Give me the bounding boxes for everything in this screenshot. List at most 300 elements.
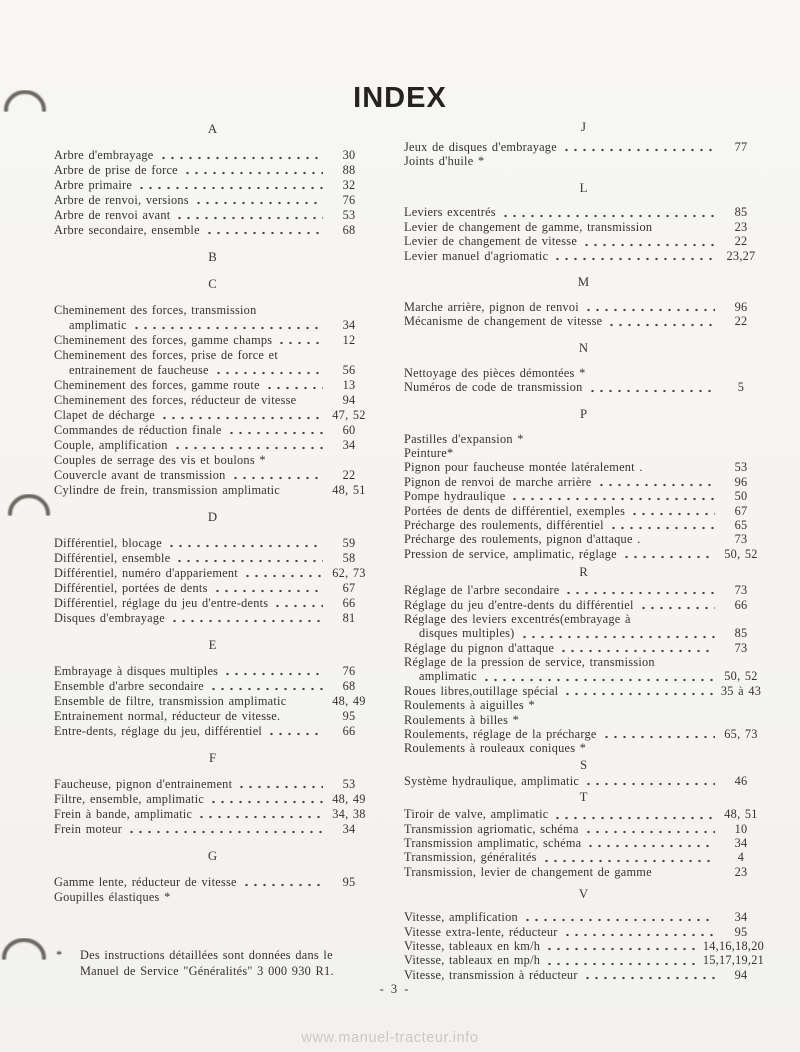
index-entry [404,583,764,597]
index-entry [404,315,764,329]
entry-label: Couvercle avant de transmission [54,468,226,482]
entry-page-number: 53 [342,208,356,222]
entry-label: Frein à bande, amplimatic [54,807,193,821]
index-entry [54,536,372,551]
leader-dots [194,193,323,208]
leader-dots [209,679,323,694]
entry-label: Vitesse, tableaux en km/h [404,938,541,953]
leader-dots [542,851,715,865]
entry-page-number: 48, 49 [332,694,366,708]
index-entry [404,713,764,727]
leader-dots [127,822,323,837]
page-title: INDEX [353,82,447,114]
entry-label: Réglage du jeu d'entre-dents du différentiel [404,597,634,612]
leader-gap [301,393,323,408]
section-header-D: D [207,510,219,524]
section-header-S: S [579,758,589,773]
entry-label: Mécanisme de changement de vitesse [404,314,603,329]
entry-label: Levier de changement de vitesse [404,234,578,249]
entry-label: Portées de dents de différentiel, exemples [404,503,626,518]
entry-page-number: 66 [342,596,356,610]
index-entry [404,808,764,822]
entry-label: amplimatic [69,318,127,332]
leader-dots [553,249,715,263]
entry-page-number: 65, 73 [724,727,758,742]
entry-page-number: 58 [342,551,356,565]
entry-page-number: 95 [342,709,356,723]
leader-dots [501,206,715,220]
leader-dots [132,318,323,333]
section-header-T: T [579,789,589,804]
index-entry [404,598,764,612]
entry-label: Réglage de l'arbre secondaire [404,583,560,598]
index-entry [404,670,764,684]
entry-label: Commandes de réduction finale [54,423,222,437]
section-header-E: E [208,638,218,652]
entry-label: Réglage du pignon d'attaque [404,640,555,655]
footnote-line2: Manuel de Service "Généralités" 3 000 930 R1. [80,963,334,978]
leader-dots [586,836,715,850]
entry-label: Couples de serrage des vis et boulons * [54,453,266,467]
entry-page-number: 50, 52 [724,669,758,684]
section-header-B: B [208,250,218,264]
leader-dots [510,489,715,503]
entry-label: Différentiel, réglage du jeu d'entre-dents [54,596,269,610]
entry-page-number: 96 [734,474,748,489]
entry-label: Leviers excentrés [404,205,496,220]
leader-dots [622,547,715,561]
index-entry [54,438,372,453]
index-entry [54,423,372,438]
index-entry [404,641,764,655]
index-entry [404,851,764,865]
entry-label: Goupilles élastiques * [54,890,171,904]
leader-gap [657,220,715,234]
leader-dots [243,566,323,581]
section-header-R: R [579,565,589,580]
entry-page-number: 5 [737,380,745,395]
entry-label: Gamme lente, réducteur de vitesse [54,875,237,889]
leader-dots [583,968,715,982]
entry-page-number: 34, 38 [332,807,366,821]
index-entry [54,566,372,581]
leader-dots [197,807,323,822]
index-entry [404,235,764,249]
entry-label: Transmission, généralités [404,850,537,865]
entry-page-number: 34 [342,438,356,452]
index-entry [54,792,372,807]
page-number: - 3 - [379,982,411,996]
entry-page-number: 50, 52 [724,546,758,561]
section-header-C: C [208,277,218,291]
entry-page-number: 65 [734,517,748,532]
index-entry [404,727,764,741]
leader-dots [563,925,715,939]
section-header-A: A [207,122,219,136]
index-entry [404,220,764,234]
index-entry [54,208,372,223]
leader-dots [523,910,715,924]
index-entry [404,699,764,713]
index-entry [54,890,372,905]
index-entry [404,518,764,532]
entry-label: entrainement de faucheuse [69,363,209,377]
entry-label: Embrayage à disques multiples [54,664,219,678]
index-entry [404,206,764,220]
index-entry [404,627,764,641]
entry-label: Entre-dents, réglage du jeu, différentiel [54,724,263,738]
leader-gap [660,655,715,669]
entry-page-number: 22 [734,314,748,329]
index-entry [54,223,372,238]
leader-dots [607,315,715,329]
entry-label: Frein moteur [54,822,123,836]
index-entry [404,547,764,561]
leader-dots [267,724,323,739]
index-entry [404,910,764,924]
entry-label: Cheminement des forces, réducteur de vitesse [54,393,297,407]
entry-page-number: 34 [342,318,356,332]
leader-gap [657,865,715,879]
entry-page-number: 34 [734,835,748,850]
leader-gap [590,366,715,380]
entry-label: Levier de changement de gamme, transmission [404,219,653,234]
index-column-left [54,122,372,905]
entry-label: Roulements à rouleaux coniques * [404,741,587,756]
leader-gap [529,432,715,446]
index-entry [404,822,764,836]
footnote [56,948,386,979]
index-entry [404,612,764,626]
leader-dots [159,148,323,163]
entry-label: Ensemble d'arbre secondaire [54,679,204,693]
entry-label: Vitesse, amplification [404,910,518,925]
entry-label: Pastilles d'expansion * [404,431,524,446]
index-entry [404,968,764,982]
leader-dots [205,223,323,238]
leader-dots [137,178,323,193]
entry-page-number: 94 [734,967,748,982]
footnote-text [80,948,334,979]
index-entry [54,453,372,468]
entry-page-number: 67 [342,581,356,595]
section-header-V: V [578,887,590,902]
leader-gap [591,742,715,756]
index-entry [404,684,764,698]
leader-dots [482,670,715,684]
section-header-P: P [579,406,589,421]
entry-page-number: 30 [342,148,356,162]
index-entry [404,446,764,460]
index-entry [54,694,372,709]
index-entry [54,596,372,611]
index-entry [54,148,372,163]
leader-gap [646,533,715,547]
index-entry [54,178,372,193]
leader-gap [285,709,323,724]
index-entry [404,939,764,953]
index-entry [404,432,764,446]
leader-gap [271,453,323,468]
entry-label: Pression de service, amplimatic, réglage [404,546,617,561]
entry-page-number: 56 [342,363,356,377]
entry-page-number: 4 [737,850,745,865]
entry-page-number: 23,27 [726,248,756,263]
leader-dots [170,611,323,626]
leader-dots [609,518,715,532]
entry-page-number: 60 [342,423,356,437]
entry-label: Levier manuel d'agriomatic [404,248,549,263]
entry-label: Filtre, ensemble, amplimatic [54,792,205,806]
entry-page-number: 32 [342,178,356,192]
entry-label: Vitesse, transmission à réducteur [404,967,578,982]
entry-page-number: 73 [734,640,748,655]
entry-label: Précharge des roulements, pignon d'attaque . [404,532,641,547]
leader-dots [597,475,715,489]
index-entry [54,875,372,890]
entry-page-number: 85 [734,626,748,641]
leader-dots [167,536,323,551]
entry-label: Réglage de la pression de service, transmission [404,655,655,670]
index-entry [54,679,372,694]
entry-label: Pignon pour faucheuse montée latéralement . [404,460,643,475]
index-entry [54,378,372,393]
index-entry [404,742,764,756]
entry-label: Ensemble de filtre, transmission amplimatic [54,694,287,708]
index-entry [404,533,764,547]
index-entry [54,348,372,363]
index-entry [404,954,764,968]
entry-label: Disques d'embrayage [54,611,165,625]
entry-page-number: 13 [342,378,356,392]
section-header-N: N [578,341,590,356]
entry-label: Transmission amplimatic, schéma [404,835,582,850]
entry-page-number: 23 [734,864,748,879]
leader-gap [648,461,715,475]
entry-page-number: 66 [734,597,748,612]
entry-label: Numéros de code de transmission [404,380,583,395]
entry-label: Faucheuse, pignon d'entrainement [54,777,233,791]
index-entry [404,655,764,669]
leader-gap [283,348,323,363]
leader-dots [564,583,715,597]
entry-page-number: 95 [342,875,356,889]
index-entry [54,163,372,178]
entry-label: Transmission agriomatic, schéma [404,821,579,836]
leader-dots [242,875,323,890]
entry-page-number: 47, 52 [332,408,366,422]
leader-dots [520,627,715,641]
entry-label: Cheminement des forces, transmission [54,303,257,317]
entry-label: Vitesse, tableaux en mp/h [404,953,541,968]
entry-label: Jeux de disques d'embrayage [404,139,557,154]
index-entry [54,822,372,837]
entry-label: Roulements, réglage de la précharge [404,727,597,742]
section-header-L: L [579,180,589,195]
entry-page-number: 23 [734,219,748,234]
leader-gap [636,612,715,626]
index-entry [54,581,372,596]
leader-dots [265,378,323,393]
leader-dots [545,954,700,968]
entry-page-number: 22 [342,468,356,482]
leader-dots [630,504,715,518]
index-entry [404,865,764,879]
entry-label: Différentiel, portées de dents [54,581,208,595]
index-entry [54,724,372,739]
entry-label: Entrainement normal, réducteur de vitesse. [54,709,281,723]
leader-dots [563,684,715,698]
entry-label: Différentiel, numéro d'appariement [54,566,238,580]
index-entry [54,363,372,378]
entry-label: Précharge des roulements, différentiel [404,517,604,532]
entry-page-number: 48, 51 [724,807,758,822]
index-entry [54,303,372,318]
leader-dots [584,300,715,314]
entry-page-number: 96 [734,300,748,315]
entry-label: Arbre de renvoi avant [54,208,171,222]
leader-dots [639,598,715,612]
index-entry [404,504,764,518]
index-entry [404,461,764,475]
leader-dots [584,822,715,836]
entry-label: Arbre primaire [54,178,133,192]
entry-page-number: 34 [734,910,748,925]
section-header-G: G [207,849,219,863]
entry-label: amplimatic [419,669,477,684]
leader-dots [553,808,715,822]
entry-page-number: 88 [342,163,356,177]
entry-label: Pignon de renvoi de marche arrière [404,474,592,489]
entry-page-number: 76 [342,664,356,678]
leader-dots [273,596,323,611]
index-entry [54,664,372,679]
entry-page-number: 48, 49 [332,792,366,806]
entry-page-number: 94 [342,393,356,407]
leader-dots [213,581,323,596]
entry-label: Cheminement des forces, gamme champs [54,333,273,347]
leader-dots [277,333,323,348]
entry-label: Cylindre de frein, transmission amplimatic [54,483,281,497]
entry-label: Système hydraulique, amplimatic [404,773,580,788]
leader-dots [209,792,323,807]
entry-label: Roulements à billes * [404,712,520,727]
leader-dots [214,363,323,378]
index-column-right [404,120,764,982]
entry-label: Marche arrière, pignon de renvoi [404,300,579,315]
entry-label: Peinture* [404,446,454,460]
entry-label: Nettoyage des pièces démontées * [404,365,586,380]
entry-page-number: 59 [342,536,356,550]
leader-dots [227,423,323,438]
entry-page-number: 95 [734,924,748,939]
leader-gap [489,154,715,168]
leader-gap [291,694,323,709]
entry-label: Réglage des leviers excentrés(embrayage à [404,611,631,626]
leader-dots [545,939,700,953]
entry-page-number: 22 [734,234,748,249]
entry-label: Différentiel, blocage [54,536,162,550]
entry-page-number: 77 [734,139,748,154]
index-entry [54,468,372,483]
index-entry [54,709,372,724]
entry-page-number: 73 [734,583,748,598]
entry-label: Arbre de prise de force [54,163,178,177]
binder-ring-artifact [0,452,60,548]
watermark: www.manuel-tracteur.info [301,1030,479,1046]
entry-page-number: 73 [734,532,748,547]
leader-dots [237,777,323,792]
entry-label: Arbre de renvoi, versions [54,193,189,207]
entry-label: Pompe hydraulique [404,489,506,504]
leader-dots [173,438,323,453]
entry-page-number: 76 [342,193,356,207]
entry-label: Cheminement des forces, prise de force et [54,348,279,362]
index-entry [54,551,372,566]
entry-label: Vitesse extra-lente, réducteur [404,924,558,939]
entry-page-number: 53 [734,460,748,475]
index-entry [54,483,372,498]
entry-label: Roulements à aiguilles * [404,698,535,713]
entry-page-number: 48, 51 [332,483,366,497]
entry-page-number: 68 [342,679,356,693]
index-entry [404,475,764,489]
section-header-M: M [577,275,591,290]
leader-dots [175,208,323,223]
index-entry [54,193,372,208]
entry-label: Clapet de décharge [54,408,155,422]
leader-gap [540,699,715,713]
entry-page-number: 12 [342,333,356,347]
leader-gap [261,303,323,318]
entry-page-number: 85 [734,205,748,220]
entry-page-number: 15,17,19,21 [702,953,764,968]
index-entry [54,777,372,792]
entry-page-number: 14,16,18,20 [702,938,764,953]
entry-label: Arbre secondaire, ensemble [54,223,200,237]
index-entry [404,489,764,503]
section-header-J: J [581,120,587,134]
leader-dots [582,235,715,249]
entry-page-number: 53 [342,777,356,791]
leader-dots [584,774,715,788]
entry-page-number: 50 [734,489,748,504]
entry-page-number: 62, 73 [332,566,366,580]
leader-dots [231,468,323,483]
index-entry [404,154,764,168]
index-entry [54,393,372,408]
footnote-line1: Des instructions détaillées sont données dans le [80,948,333,962]
entry-label: Différentiel, ensemble [54,551,171,565]
entry-page-number: 35 à 43 [720,683,762,698]
leader-gap [176,890,323,905]
entry-label: Couple, amplification [54,438,168,452]
leader-dots [602,727,715,741]
index-entry [54,408,372,423]
index-entry [404,381,764,395]
leader-dots [160,408,323,423]
leader-gap [458,446,715,460]
leader-dots [223,664,323,679]
footnote-asterisk: * [56,948,63,962]
index-entry [404,774,764,788]
entry-page-number: 34 [342,822,356,836]
index-entry [404,140,764,154]
entry-label: disques multiples) [419,626,515,641]
index-entry [54,611,372,626]
entry-page-number: 66 [342,724,356,738]
entry-page-number: 67 [734,503,748,518]
